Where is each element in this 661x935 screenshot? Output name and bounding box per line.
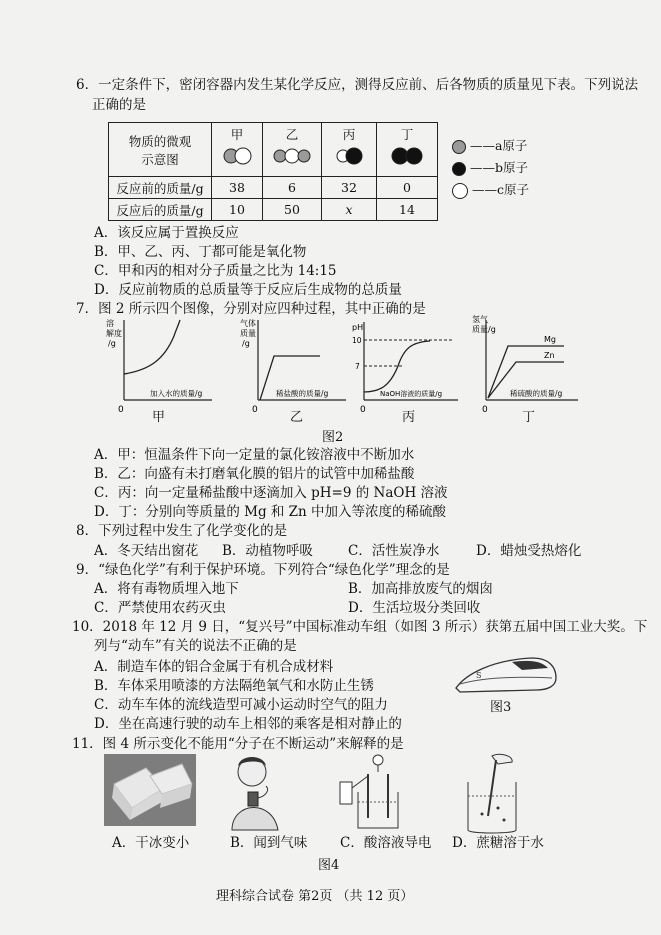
y-label: pH bbox=[352, 323, 364, 332]
bullet-train-icon bbox=[452, 648, 562, 700]
y-label: 氢气 bbox=[472, 315, 488, 324]
sugar-dissolving-image bbox=[452, 752, 536, 840]
q11-option-d: D．蔗糖溶于水 bbox=[452, 835, 544, 851]
dry-ice-image bbox=[104, 754, 196, 830]
q10-option-d: D．坐在高速行驶的动车上相邻的乘客是相对静止的 bbox=[94, 716, 402, 732]
q9-option-b: B．加高排放废气的烟囱 bbox=[348, 581, 493, 597]
q6-option-a: A．该反应属于置换反应 bbox=[94, 225, 239, 241]
dry-ice-icon bbox=[104, 754, 196, 826]
y-label: 质量 bbox=[240, 329, 256, 338]
legend-a-label: ——a原子 bbox=[469, 138, 528, 153]
q6-mass-table bbox=[108, 122, 438, 221]
table-header-jia: 甲 bbox=[230, 127, 244, 142]
chart-name-ding: 丁 bbox=[522, 410, 536, 425]
q11-option-c: C．酸溶液导电 bbox=[340, 835, 432, 851]
table-cell: 6 bbox=[263, 177, 322, 199]
table-cell: 反应前的质量/g bbox=[109, 177, 212, 199]
x-label: 稀硫酸的质量/g bbox=[510, 389, 563, 398]
molecule-yi-icon bbox=[263, 143, 321, 169]
x-label: 加入水的质量/g bbox=[150, 389, 203, 398]
acid-conductivity-image bbox=[338, 752, 422, 836]
q11-option-b: B．闻到气味 bbox=[230, 835, 308, 851]
table-cell: 14 bbox=[377, 199, 438, 221]
x-label: NaOH溶液的质量/g bbox=[380, 390, 443, 398]
q10-option-b: B．车体采用喷漆的方法隔绝氧气和水防止生锈 bbox=[94, 678, 374, 694]
q10-option-c: C．动车车体的流线造型可减小运动时空气的阻力 bbox=[94, 697, 388, 713]
q8-option-c: C．活性炭净水 bbox=[348, 543, 440, 559]
legend-c bbox=[452, 180, 529, 199]
legend-b bbox=[452, 158, 528, 176]
q6-option-d: D．反应前物质的总质量等于反应后生成物的总质量 bbox=[94, 282, 402, 298]
q7-option-d: D．丁：分别向等质量的 Mg 和 Zn 中加入等浓度的稀硫酸 bbox=[94, 504, 447, 520]
table-header-label: 物质的微观 bbox=[128, 133, 192, 149]
table-cell: 38 bbox=[212, 177, 263, 199]
q9-option-c: C．严禁使用农药灭虫 bbox=[94, 600, 226, 616]
chart-name-yi: 乙 bbox=[290, 410, 304, 425]
q7-option-c: C．丙：向一定量稀盐酸中逐滴加入 pH=9 的 NaOH 溶液 bbox=[94, 485, 448, 501]
y-label: 解度 bbox=[106, 329, 122, 338]
table-header-label: 示意图 bbox=[141, 151, 179, 167]
q9-option-a: A．将有毒物质埋入地下 bbox=[94, 581, 239, 597]
table-molecule-bing bbox=[322, 123, 377, 177]
table-header-yi: 乙 bbox=[285, 127, 299, 142]
page-footer: 理科综合试卷 第2页 （共 12 页） bbox=[216, 889, 414, 904]
q10-option-a: A．制造车体的铝合金属于有机合成材料 bbox=[94, 659, 334, 675]
person-smelling-icon bbox=[222, 752, 292, 832]
origin-label: 0 bbox=[360, 405, 366, 415]
q6-stem-line1: 6．一定条件下，密闭容器内发生某化学反应，测得反应前、后各物质的质量见下表。下列说法 bbox=[76, 77, 639, 93]
a-atom-icon bbox=[452, 140, 466, 154]
q9-option-d: D．生活垃圾分类回收 bbox=[348, 600, 481, 616]
legend-b-label: ——b原子 bbox=[469, 160, 528, 175]
q7-option-b: B．乙：向盛有未打磨氧化膜的铝片的试管中加稀盐酸 bbox=[94, 466, 415, 482]
q7-stem: 7．图 2 所示四个图像，分别对应四种过程，其中正确的是 bbox=[76, 301, 426, 317]
tick-7: 7 bbox=[355, 362, 360, 371]
b-atom-icon bbox=[452, 162, 466, 176]
table-header-ding: 丁 bbox=[400, 127, 414, 142]
table-cell: 10 bbox=[212, 199, 263, 221]
q6-stem-line2: 正确的是 bbox=[92, 97, 146, 113]
q8-stem: 8．下列过程中发生了化学变化的是 bbox=[76, 523, 288, 539]
table-molecule-ding bbox=[377, 123, 438, 177]
table-header-bing: 丙 bbox=[342, 127, 356, 142]
c-atom-icon bbox=[452, 183, 468, 199]
q10-stem-line1: 10．2018 年 12 月 9 日，“复兴号”中国标准动车组（如图 3 所示）获第五届中国工业大奖。下 bbox=[72, 619, 648, 635]
molecule-bing-icon bbox=[322, 143, 376, 169]
sugar-dissolving-icon bbox=[452, 752, 536, 836]
y-label: 溶 bbox=[106, 319, 114, 328]
q6-option-b: B．甲、乙、丙、丁都可能是氧化物 bbox=[94, 244, 307, 260]
chart-name-jia: 甲 bbox=[152, 410, 166, 425]
figure-2-caption: 图2 bbox=[322, 430, 344, 445]
figure-3-caption: 图3 bbox=[490, 700, 512, 715]
table-molecule-yi bbox=[263, 123, 322, 177]
origin-label: 0 bbox=[482, 405, 488, 415]
tick-10: 10 bbox=[352, 336, 362, 345]
smelling-person-image bbox=[222, 752, 292, 836]
figure-4-caption: 图4 bbox=[318, 858, 340, 873]
table-molecule-jia bbox=[212, 123, 263, 177]
y-label: /g bbox=[108, 339, 116, 348]
legend-c-label: ——c原子 bbox=[471, 182, 529, 197]
q9-stem: 9．“绿色化学”有利于保护环境。下列符合“绿色化学”理念的是 bbox=[76, 562, 450, 578]
molecule-ding-icon bbox=[377, 143, 437, 169]
chart-name-bing: 丙 bbox=[402, 410, 416, 425]
y-label: /g bbox=[242, 339, 250, 348]
x-label: 稀盐酸的质量/g bbox=[276, 389, 329, 398]
table-cell: 50 bbox=[263, 199, 322, 221]
q8-option-b: B．动植物呼吸 bbox=[222, 543, 313, 559]
series-label-zn: Zn bbox=[544, 351, 555, 360]
table-header-cell bbox=[109, 123, 212, 177]
q7-option-a: A．甲：恒温条件下向一定量的氯化铵溶液中不断加水 bbox=[94, 447, 415, 463]
q11-option-a: A．干冰变小 bbox=[112, 835, 190, 851]
table-cell: x bbox=[322, 199, 377, 221]
y-label: 气体 bbox=[240, 319, 256, 328]
q8-option-d: D．蜡烛受热熔化 bbox=[476, 543, 582, 559]
legend-a bbox=[452, 136, 527, 154]
series-label-mg: Mg bbox=[544, 335, 556, 344]
origin-label: 0 bbox=[118, 405, 124, 415]
table-cell: 32 bbox=[322, 177, 377, 199]
origin-label: 0 bbox=[252, 405, 258, 415]
y-label: 质量/g bbox=[472, 325, 496, 334]
q10-stem-line2: 列与“动车”有关的说法不正确的是 bbox=[94, 638, 297, 654]
solubility-curve bbox=[124, 320, 180, 374]
svg-text:S: S bbox=[476, 671, 482, 680]
molecule-jia-icon bbox=[212, 143, 262, 169]
q6-option-c: C．甲和丙的相对分子质量之比为 14:15 bbox=[94, 263, 337, 279]
table-cell: 反应后的质量/g bbox=[109, 199, 212, 221]
q8-option-a: A．冬天结出窗花 bbox=[94, 543, 199, 559]
conductivity-apparatus-icon bbox=[338, 752, 422, 832]
table-cell: 0 bbox=[377, 177, 438, 199]
q11-stem: 11．图 4 所示变化不能用“分子在不断运动”来解释的是 bbox=[72, 736, 404, 752]
